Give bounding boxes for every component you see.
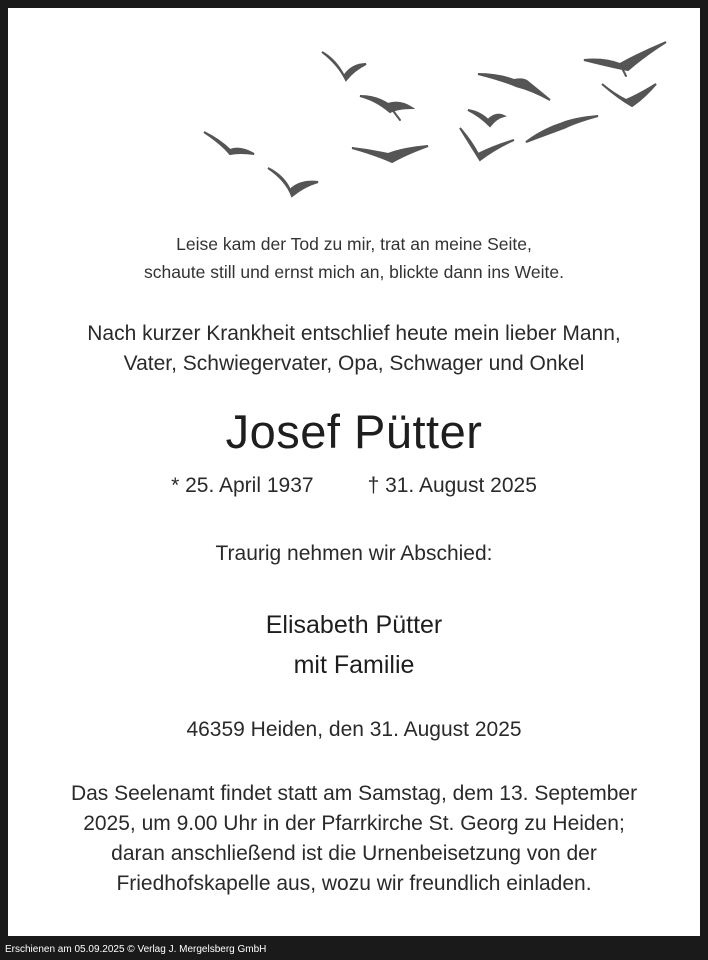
service-line-1: Das Seelenamt findet statt am Samstag, dem 13. September	[70, 782, 638, 805]
family-name: Elisabeth Pütter	[265, 611, 443, 639]
death-date: † 31. August 2025	[367, 474, 537, 497]
publication-footer: Erschienen am 05.09.2025 © Verlag J. Mergelsberg GmbH	[5, 944, 267, 955]
intro-line-1: Nach kurzer Krankheit entschlief heute mein lieber Mann,	[87, 322, 621, 345]
obituary-card	[8, 8, 700, 936]
mourning-line: Traurig nehmen wir Abschied:	[215, 542, 493, 565]
family-suffix: mit Familie	[293, 651, 415, 679]
poem-line-1: Leise kam der Tod zu mir, trat an meine Seite,	[176, 234, 532, 254]
life-dates	[8, 474, 700, 498]
service-line-3: daran anschließend ist die Urnenbeisetzung von der	[111, 842, 597, 865]
service-line-4: Friedhofskapelle aus, wozu wir freundlich einladen.	[116, 872, 592, 895]
poem-line-2: schaute still und ernst mich an, blickte dann ins Weite.	[144, 262, 564, 282]
place-date: 46359 Heiden, den 31. August 2025	[186, 718, 522, 741]
deceased-name: Josef Pütter	[225, 405, 483, 458]
service-line-2: 2025, um 9.00 Uhr in der Pfarrkirche St. Georg zu Heiden;	[83, 812, 625, 835]
birth-date: * 25. April 1937	[171, 474, 314, 497]
intro-line-2: Vater, Schwiegervater, Opa, Schwager und Onkel	[123, 352, 585, 375]
flying-birds-icon	[8, 8, 700, 208]
